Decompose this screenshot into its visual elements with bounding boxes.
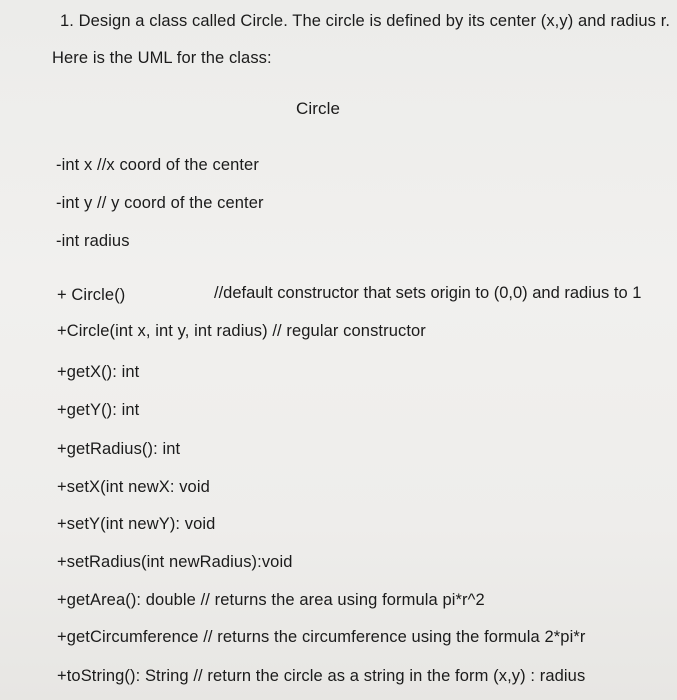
uml-class-name: Circle: [296, 99, 341, 118]
method-getcircumference: +getCircumference // returns the circumference using the formula 2*pi*r: [57, 628, 586, 646]
method-regular-constructor: +Circle(int x, int y, int radius) // regular constructor: [57, 322, 426, 340]
method-sety: +setY(int newY): void: [57, 515, 216, 533]
uml-intro: Here is the UML for the class:: [52, 49, 272, 67]
method-setradius: +setRadius(int newRadius):void: [57, 553, 293, 571]
question-prompt: 1. Design a class called Circle. The circle is defined by its center (x,y) and radius r.: [60, 12, 671, 30]
method-gety: +getY(): int: [57, 401, 140, 419]
method-default-constructor: + Circle(): [57, 286, 126, 304]
method-default-constructor-comment: //default constructor that sets origin to (0,0) and radius to 1: [214, 284, 642, 302]
method-tostring: +toString(): String // return the circle as a string in the form (x,y) : radius: [57, 667, 586, 685]
attribute-radius: -int radius: [56, 232, 130, 250]
method-setx: +setX(int newX: void: [57, 478, 210, 496]
attribute-y: -int y // y coord of the center: [56, 194, 264, 212]
method-getx: +getX(): int: [57, 363, 140, 381]
attribute-x: -int x //x coord of the center: [56, 156, 259, 174]
method-getarea: +getArea(): double // returns the area using formula pi*r^2: [57, 591, 485, 609]
method-getradius: +getRadius(): int: [57, 440, 181, 458]
